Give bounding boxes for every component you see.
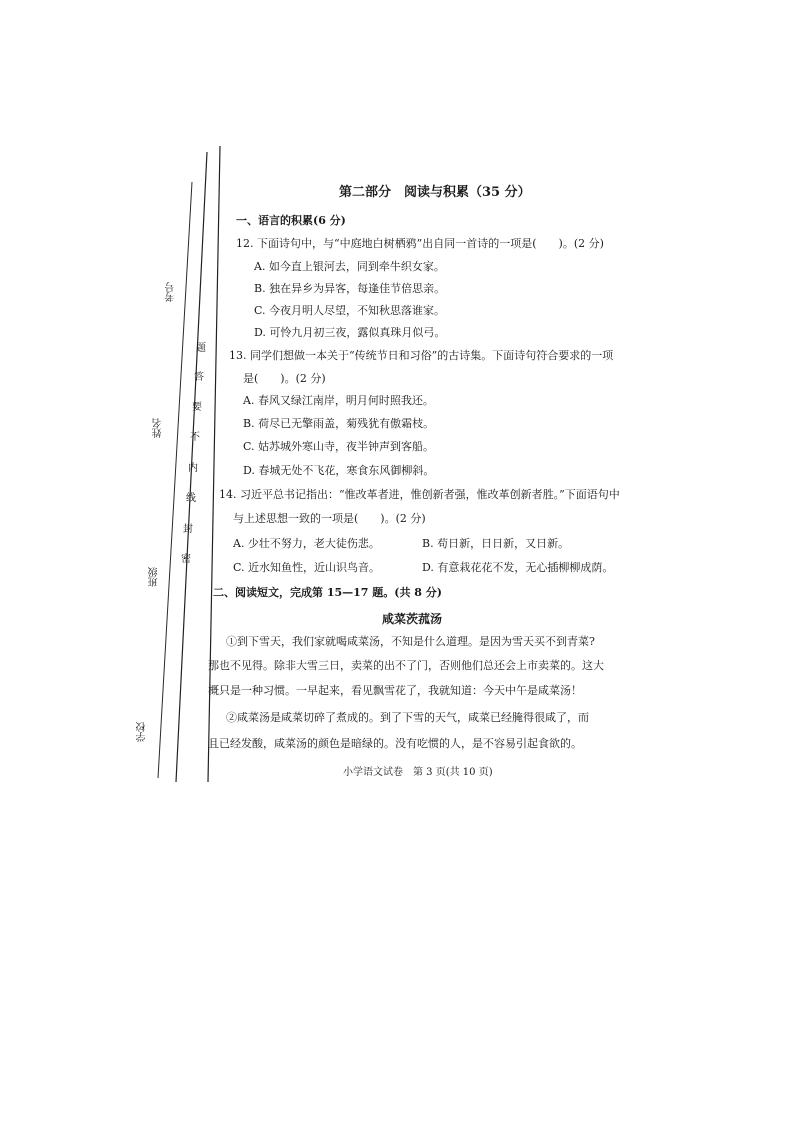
- q14-option-a: A. 少壮不努力，老大徒伤悲。: [233, 537, 380, 550]
- part1-heading: 一、语言的积累(6 分): [236, 214, 346, 227]
- student-id-label: 考号: [166, 282, 177, 302]
- q12-option-a: A. 如今直上银河去，同到牵牛织女家。: [254, 260, 445, 273]
- q13-option-a: A. 春风又绿江南岸，明月何时照我还。: [243, 394, 434, 407]
- seal-char-5: 不: [190, 432, 200, 443]
- seal-char-6: 要: [192, 402, 202, 413]
- seal-char-3: 线: [186, 493, 196, 504]
- q14-option-b: B. 苟日新，日日新，又日新。: [422, 537, 570, 550]
- q12-option-c: C. 今夜月明人尽望，不知秋思落谁家。: [254, 304, 446, 317]
- school-label: 学校: [137, 722, 148, 742]
- seal-char-2: 封: [183, 524, 193, 535]
- seal-char-1: 密: [181, 554, 191, 565]
- name-label: 姓名: [153, 418, 164, 438]
- q13-option-b: B. 荷尽已无擎雨盖，菊残犹有傲霜枝。: [243, 417, 435, 430]
- section-title: 第二部分 阅读与积累（35 分）: [339, 185, 531, 200]
- part2-heading: 二、阅读短文，完成第 15—17 题。(共 8 分): [213, 586, 442, 599]
- seal-char-7: 答: [194, 372, 204, 383]
- article-paragraph-line-5: 且已经发酸，咸菜汤的颜色是暗绿的。没有吃惯的人，是不容易引起食欲的。: [208, 737, 582, 750]
- q14-option-c: C. 近水知鱼性，近山识鸟音。: [233, 561, 381, 574]
- seal-char-8: 题: [196, 343, 206, 354]
- class-label: 班级: [149, 567, 160, 587]
- q13-stem-line1: 13. 同学们想做一本关于“传统节日和习俗”的古诗集。下面诗句符合要求的一项: [229, 349, 614, 362]
- article-title: 咸菜茨菰汤: [382, 612, 443, 626]
- q14-stem-line2: 与上述思想一致的一项是( )。(2 分): [233, 512, 426, 525]
- q12-option-b: B. 独在异乡为异客，每逢佳节倍思亲。: [254, 282, 446, 295]
- q13-stem-line2: 是( )。(2 分): [243, 372, 326, 385]
- article-paragraph-line-3: 概只是一种习惯。一早起来，看见飘雪花了，我就知道：今天中午是咸菜汤！: [208, 684, 582, 697]
- seal-char-4: 内: [188, 463, 198, 474]
- q13-option-c: C. 姑苏城外寒山寺，夜半钟声到客船。: [243, 440, 435, 453]
- article-paragraph-line-2: 那也不见得。除非大雪三日，卖菜的出不了门，否则他们总还会上市卖菜的。这大: [208, 659, 604, 672]
- q12-option-d: D. 可怜九月初三夜，露似真珠月似弓。: [254, 326, 446, 339]
- article-paragraph-line-4: ②咸菜汤是咸菜切碎了煮成的。到了下雪的天气，咸菜已经腌得很咸了，而: [226, 711, 589, 724]
- page-footer: 小学语文试卷 第 3 页(共 10 页): [343, 767, 493, 778]
- q14-option-d: D. 有意栽花花不发，无心插柳柳成荫。: [422, 561, 614, 574]
- q13-option-d: D. 春城无处不飞花，寒食东风御柳斜。: [243, 464, 435, 477]
- q14-stem-line1: 14. 习近平总书记指出：“惟改革者进，惟创新者强，惟改革创新者胜。”下面语句中: [219, 488, 620, 501]
- q12-stem: 12. 下面诗句中，与“中庭地白树栖鸦”出自同一首诗的一项是( )。(2 分): [236, 237, 604, 250]
- name-rule-line: [158, 182, 192, 778]
- article-paragraph-line-1: ①到下雪天，我们家就喝咸菜汤，不知是什么道理。是因为雪天买不到青菜?: [226, 635, 595, 648]
